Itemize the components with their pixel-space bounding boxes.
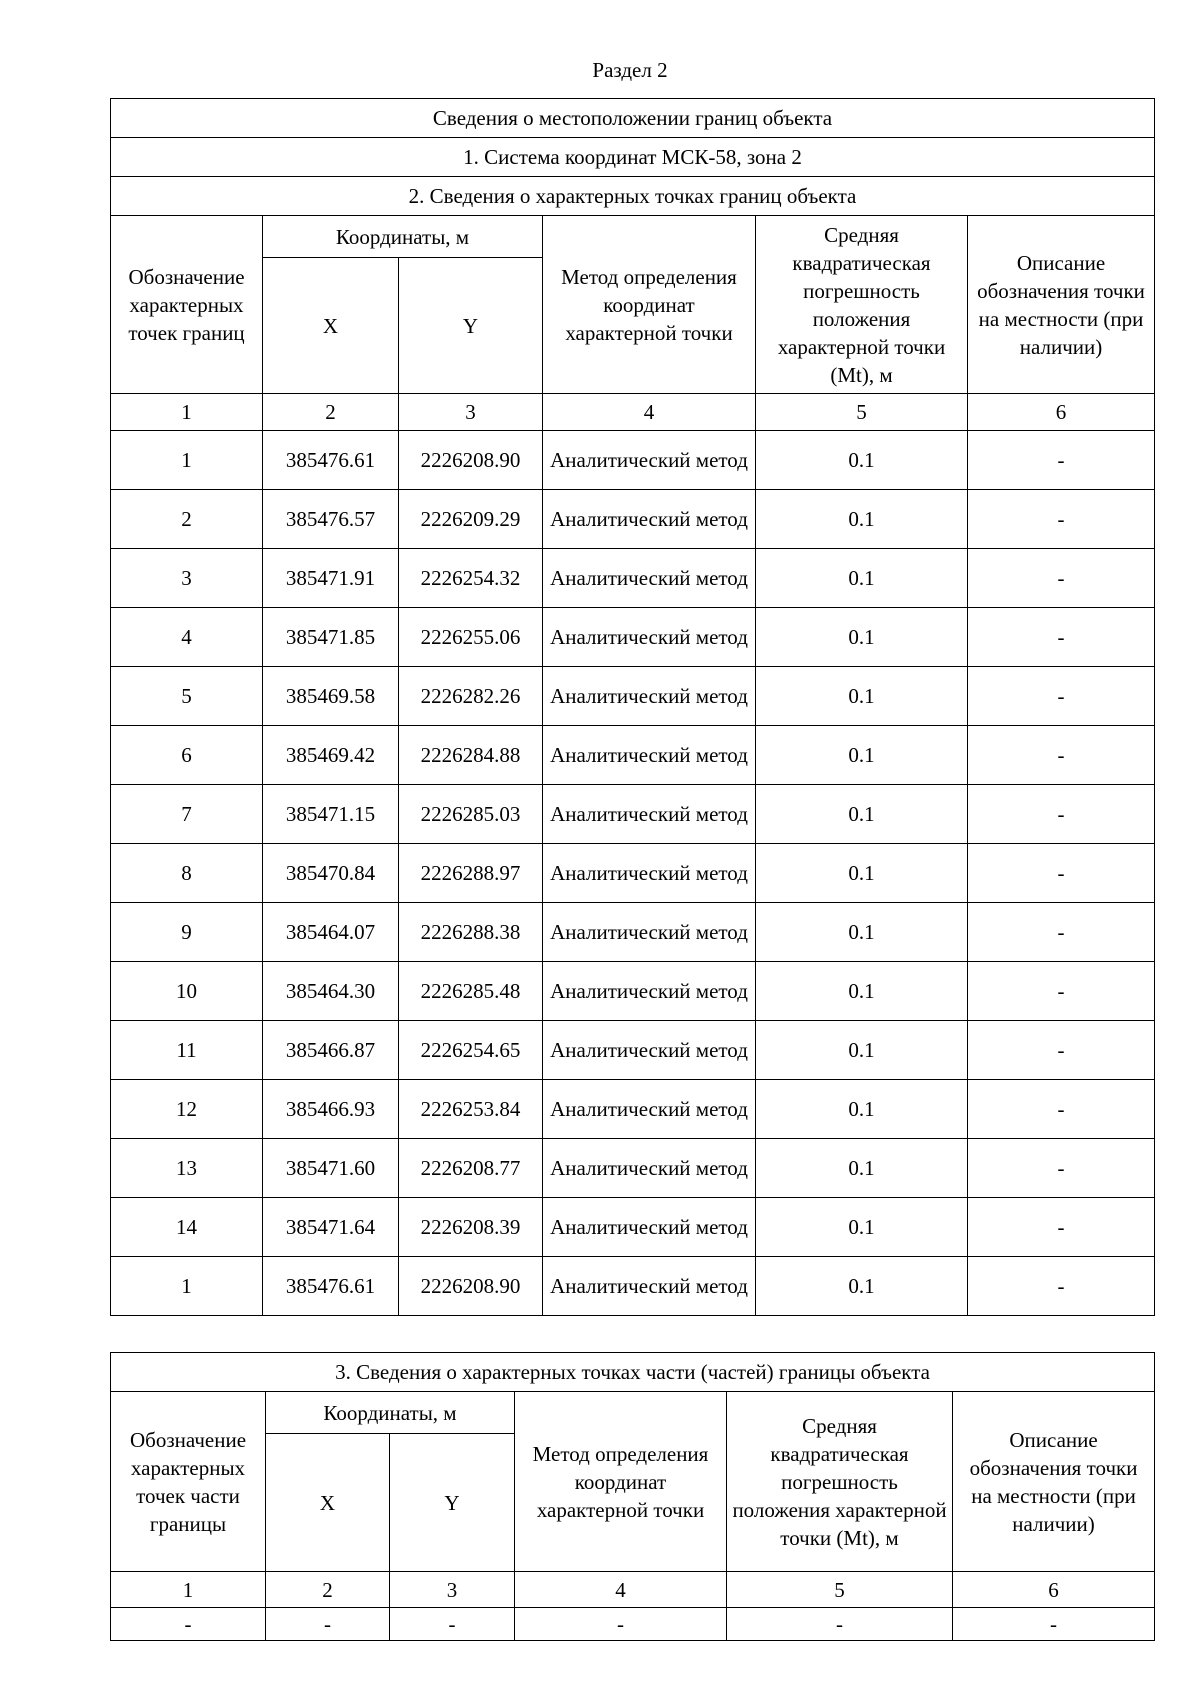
cell-point: 3: [111, 549, 263, 608]
cell-description: -: [968, 549, 1155, 608]
section-title: Раздел 2: [592, 58, 668, 82]
cell-mt: 0.1: [756, 962, 968, 1021]
table-row: [111, 1608, 1155, 1641]
cell-method: Аналитический метод: [543, 431, 756, 490]
cell-mt: 0.1: [756, 431, 968, 490]
cell-point: 14: [111, 1198, 263, 1257]
cell-point: 9: [111, 903, 263, 962]
table-row: [111, 549, 1155, 608]
cell-x: 385466.93: [263, 1080, 399, 1139]
cell-mt: 0.1: [756, 1080, 968, 1139]
table-row: [111, 1021, 1155, 1080]
table-row: [111, 1080, 1155, 1139]
cell-description: -: [968, 431, 1155, 490]
cell-method: Аналитический метод: [543, 903, 756, 962]
cell-point: 6: [111, 726, 263, 785]
cell-x: 385471.60: [263, 1139, 399, 1198]
table-row: [111, 608, 1155, 667]
part-boundary-points-table: [110, 1352, 1155, 1641]
cell-description: -: [968, 962, 1155, 1021]
cell-method: Аналитический метод: [543, 1257, 756, 1316]
cell-description: -: [968, 490, 1155, 549]
column-number: 2: [266, 1572, 390, 1608]
cell-mt: 0.1: [756, 1198, 968, 1257]
cell-mt: 0.1: [756, 785, 968, 844]
cell-method: Аналитический метод: [543, 549, 756, 608]
cell-y: 2226208.90: [399, 431, 543, 490]
cell-x: 385476.57: [263, 490, 399, 549]
cell-method: -: [515, 1608, 727, 1641]
cell-y: 2226208.90: [399, 1257, 543, 1316]
parts-header-x: X: [266, 1434, 390, 1572]
cell-method: Аналитический метод: [543, 1198, 756, 1257]
cell-method: Аналитический метод: [543, 667, 756, 726]
cell-x: -: [266, 1608, 390, 1641]
cell-mt: 0.1: [756, 1257, 968, 1316]
cell-y: 2226285.03: [399, 785, 543, 844]
cell-mt: 0.1: [756, 1021, 968, 1080]
cell-description: -: [968, 726, 1155, 785]
table-row: [111, 667, 1155, 726]
column-number: 6: [968, 394, 1155, 431]
header-y: Y: [399, 258, 543, 394]
table-row: [111, 903, 1155, 962]
cell-mt: 0.1: [756, 844, 968, 903]
cell-y: 2226208.77: [399, 1139, 543, 1198]
cell-x: 385476.61: [263, 431, 399, 490]
cell-description: -: [968, 667, 1155, 726]
cell-point: 2: [111, 490, 263, 549]
boundary-points-table: [110, 98, 1155, 1316]
coordinate-system: 1. Система координат МСК-58, зона 2: [111, 138, 1155, 177]
table-row: [111, 431, 1155, 490]
column-number: 4: [543, 394, 756, 431]
cell-method: Аналитический метод: [543, 1021, 756, 1080]
cell-description: -: [968, 608, 1155, 667]
cell-method: Аналитический метод: [543, 726, 756, 785]
cell-y: 2226255.06: [399, 608, 543, 667]
cell-description: -: [968, 1139, 1155, 1198]
cell-x: 385466.87: [263, 1021, 399, 1080]
column-number: 1: [111, 1572, 266, 1608]
header-description: Описание обозначения точки на местности (при наличии): [968, 216, 1155, 394]
column-number: 1: [111, 394, 263, 431]
cell-description: -: [968, 785, 1155, 844]
cell-point: 4: [111, 608, 263, 667]
cell-point: 1: [111, 1257, 263, 1316]
column-number: 6: [953, 1572, 1155, 1608]
cell-x: 385469.42: [263, 726, 399, 785]
cell-point: 8: [111, 844, 263, 903]
cell-description: -: [968, 903, 1155, 962]
cell-mt: 0.1: [756, 608, 968, 667]
cell-method: Аналитический метод: [543, 490, 756, 549]
parts-header-error: Средняя квадратическая погрешность положения характерной точки (Mt), м: [727, 1392, 953, 1572]
cell-mt: 0.1: [756, 667, 968, 726]
parts-header-description: Описание обозначения точки на местности (при наличии): [953, 1392, 1155, 1572]
cell-y: 2226253.84: [399, 1080, 543, 1139]
column-number: 5: [727, 1572, 953, 1608]
cell-y: 2226254.32: [399, 549, 543, 608]
cell-y: 2226254.65: [399, 1021, 543, 1080]
cell-method: Аналитический метод: [543, 1080, 756, 1139]
cell-description: -: [968, 1021, 1155, 1080]
cell-y: 2226285.48: [399, 962, 543, 1021]
table-title: Сведения о местоположении границ объекта: [111, 99, 1155, 138]
column-number: 2: [263, 394, 399, 431]
cell-x: 385471.85: [263, 608, 399, 667]
table-row: [111, 962, 1155, 1021]
parts-header-designation: Обозначение характерных точек части границы: [111, 1392, 266, 1572]
cell-method: Аналитический метод: [543, 608, 756, 667]
cell-method: Аналитический метод: [543, 962, 756, 1021]
cell-description: -: [968, 1198, 1155, 1257]
cell-point: 1: [111, 431, 263, 490]
cell-x: 385470.84: [263, 844, 399, 903]
cell-description: -: [968, 1257, 1155, 1316]
cell-mt: -: [727, 1608, 953, 1641]
table-row: [111, 490, 1155, 549]
column-number: 5: [756, 394, 968, 431]
cell-point: 10: [111, 962, 263, 1021]
header-coordinates: Координаты, м: [263, 216, 543, 258]
cell-point: -: [111, 1608, 266, 1641]
cell-method: Аналитический метод: [543, 785, 756, 844]
cell-y: 2226284.88: [399, 726, 543, 785]
cell-y: -: [390, 1608, 515, 1641]
table-row: [111, 844, 1155, 903]
parts-section-title: 3. Сведения о характерных точках части (частей) границы объекта: [111, 1353, 1155, 1392]
cell-description: -: [968, 844, 1155, 903]
cell-method: Аналитический метод: [543, 844, 756, 903]
cell-x: 385471.91: [263, 549, 399, 608]
table-row: [111, 1139, 1155, 1198]
column-number: 3: [390, 1572, 515, 1608]
column-number: 4: [515, 1572, 727, 1608]
cell-y: 2226282.26: [399, 667, 543, 726]
table-row: [111, 1257, 1155, 1316]
cell-method: Аналитический метод: [543, 1139, 756, 1198]
table-row: [111, 1198, 1155, 1257]
header-error: Средняя квадратическая погрешность положения характерной точки (Mt), м: [756, 216, 968, 394]
header-method: Метод определения координат характерной точки: [543, 216, 756, 394]
cell-description: -: [968, 1080, 1155, 1139]
cell-x: 385464.30: [263, 962, 399, 1021]
cell-description: -: [953, 1608, 1155, 1641]
points-section-title: 2. Сведения о характерных точках границ объекта: [111, 177, 1155, 216]
cell-point: 7: [111, 785, 263, 844]
cell-y: 2226288.97: [399, 844, 543, 903]
cell-mt: 0.1: [756, 1139, 968, 1198]
cell-point: 5: [111, 667, 263, 726]
header-x: X: [263, 258, 399, 394]
parts-header-y: Y: [390, 1434, 515, 1572]
parts-header-method: Метод определения координат характерной точки: [515, 1392, 727, 1572]
table-row: [111, 726, 1155, 785]
cell-mt: 0.1: [756, 490, 968, 549]
cell-y: 2226209.29: [399, 490, 543, 549]
cell-point: 13: [111, 1139, 263, 1198]
cell-mt: 0.1: [756, 903, 968, 962]
cell-x: 385464.07: [263, 903, 399, 962]
cell-x: 385476.61: [263, 1257, 399, 1316]
cell-point: 11: [111, 1021, 263, 1080]
header-designation: Обозначение характерных точек границ: [111, 216, 263, 394]
cell-mt: 0.1: [756, 726, 968, 785]
parts-header-coordinates: Координаты, м: [266, 1392, 515, 1434]
cell-point: 12: [111, 1080, 263, 1139]
cell-x: 385469.58: [263, 667, 399, 726]
cell-y: 2226288.38: [399, 903, 543, 962]
cell-mt: 0.1: [756, 549, 968, 608]
column-number: 3: [399, 394, 543, 431]
cell-y: 2226208.39: [399, 1198, 543, 1257]
table-row: [111, 785, 1155, 844]
cell-x: 385471.64: [263, 1198, 399, 1257]
cell-x: 385471.15: [263, 785, 399, 844]
